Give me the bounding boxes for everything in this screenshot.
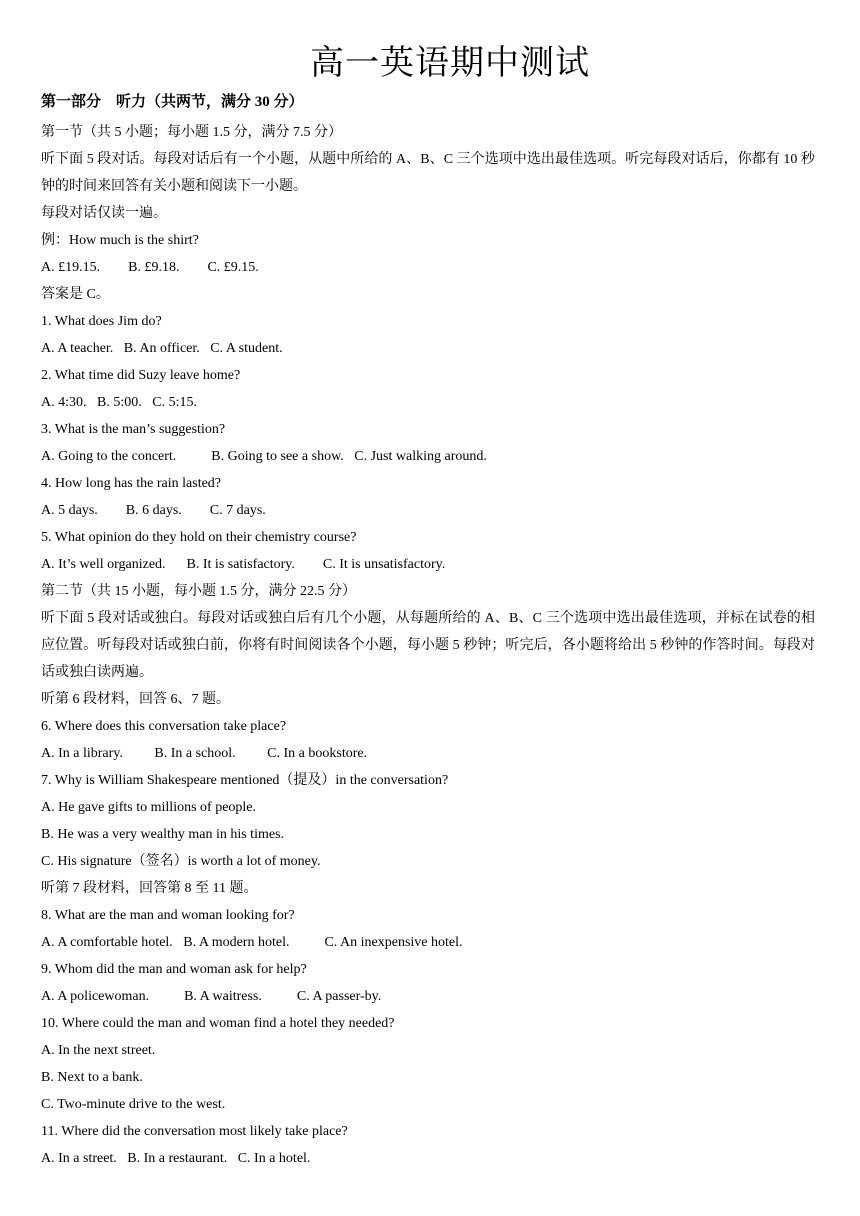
question-6-options: A. In a library. B. In a school. C. In a bookstore.: [41, 746, 368, 761]
question-1-options: A. A teacher. B. An officer. C. A student.: [41, 341, 283, 356]
question-9-options: A. A policewoman. B. A waitress. C. A passer-by.: [41, 989, 382, 1004]
page-title: 高一英语期中测试: [310, 43, 590, 83]
example-question: 例：How much is the shirt?: [41, 233, 199, 248]
question-3: 3. What is the man’s suggestion?: [41, 422, 226, 437]
question-6: 6. Where does this conversation take place?: [41, 719, 287, 734]
section1-instructions: 听下面 5 段对话。每段对话后有一个小题，从题中所给的 A、B、C 三个选项中选出最佳选项。听完每段对话后，你都有 10 秒钟的时间来回答有关小题和阅读下一小题。: [41, 152, 815, 194]
question-8: 8. What are the man and woman looking for?: [41, 908, 295, 923]
section1-note: 每段对话仅读一遍。: [41, 206, 167, 221]
question-10: 10. Where could the man and woman find a hotel they needed?: [41, 1016, 395, 1031]
material-7-intro: 听第 7 段材料，回答第 8 至 11 题。: [41, 881, 258, 896]
question-1: 1. What does Jim do?: [41, 314, 162, 329]
section2-instructions: 听下面 5 段对话或独白。每段对话或独白后有几个小题，从每题所给的 A、B、C 三个选项中选出最佳选项，并标在试卷的相应位置。听每段对话或独白前，你将有时间阅读各个小题，每小题 5 秒钟；听完后，各小题将给出 5 秒钟的作答时间。每段对话或独白读两遍。: [41, 611, 815, 680]
question-4: 4. How long has the rain lasted?: [41, 476, 222, 491]
section1-heading: 第一节（共 5 小题；每小题 1.5 分，满分 7.5 分）: [41, 125, 342, 140]
question-2-options: A. 4:30. B. 5:00. C. 5:15.: [41, 395, 197, 410]
example-answer: 答案是 C。: [41, 287, 110, 302]
material-6-intro: 听第 6 段材料，回答 6、7 题。: [41, 692, 230, 707]
question-2: 2. What time did Suzy leave home?: [41, 368, 241, 383]
section2-heading: 第二节（共 15 小题，每小题 1.5 分，满分 22.5 分）: [41, 584, 356, 599]
question-9: 9. Whom did the man and woman ask for help?: [41, 962, 307, 977]
question-7-option-b: B. He was a very wealthy man in his times.: [41, 827, 285, 842]
question-10-option-b: B. Next to a bank.: [41, 1070, 143, 1085]
question-10-option-c: C. Two-minute drive to the west.: [41, 1097, 226, 1112]
question-5: 5. What opinion do they hold on their chemistry course?: [41, 530, 357, 545]
question-7-option-a: A. He gave gifts to millions of people.: [41, 800, 257, 815]
question-10-option-a: A. In the next street.: [41, 1043, 156, 1058]
question-3-options: A. Going to the concert. B. Going to see a show. C. Just walking around.: [41, 449, 487, 464]
question-4-options: A. 5 days. B. 6 days. C. 7 days.: [41, 503, 266, 518]
question-8-options: A. A comfortable hotel. B. A modern hotel. C. An inexpensive hotel.: [41, 935, 463, 950]
example-options: A. £19.15. B. £9.18. C. £9.15.: [41, 260, 259, 275]
question-7: 7. Why is William Shakespeare mentioned（提及）in the conversation?: [41, 773, 449, 788]
question-11-options: A. In a street. B. In a restaurant. C. In a hotel.: [41, 1151, 311, 1166]
question-11: 11. Where did the conversation most likely take place?: [41, 1124, 348, 1139]
question-5-options: A. It’s well organized. B. It is satisfactory. C. It is unsatisfactory.: [41, 557, 446, 572]
question-7-option-c: C. His signature（签名）is worth a lot of money.: [41, 854, 321, 869]
part1-heading: 第一部分 听力（共两节，满分 30 分）: [41, 94, 304, 110]
